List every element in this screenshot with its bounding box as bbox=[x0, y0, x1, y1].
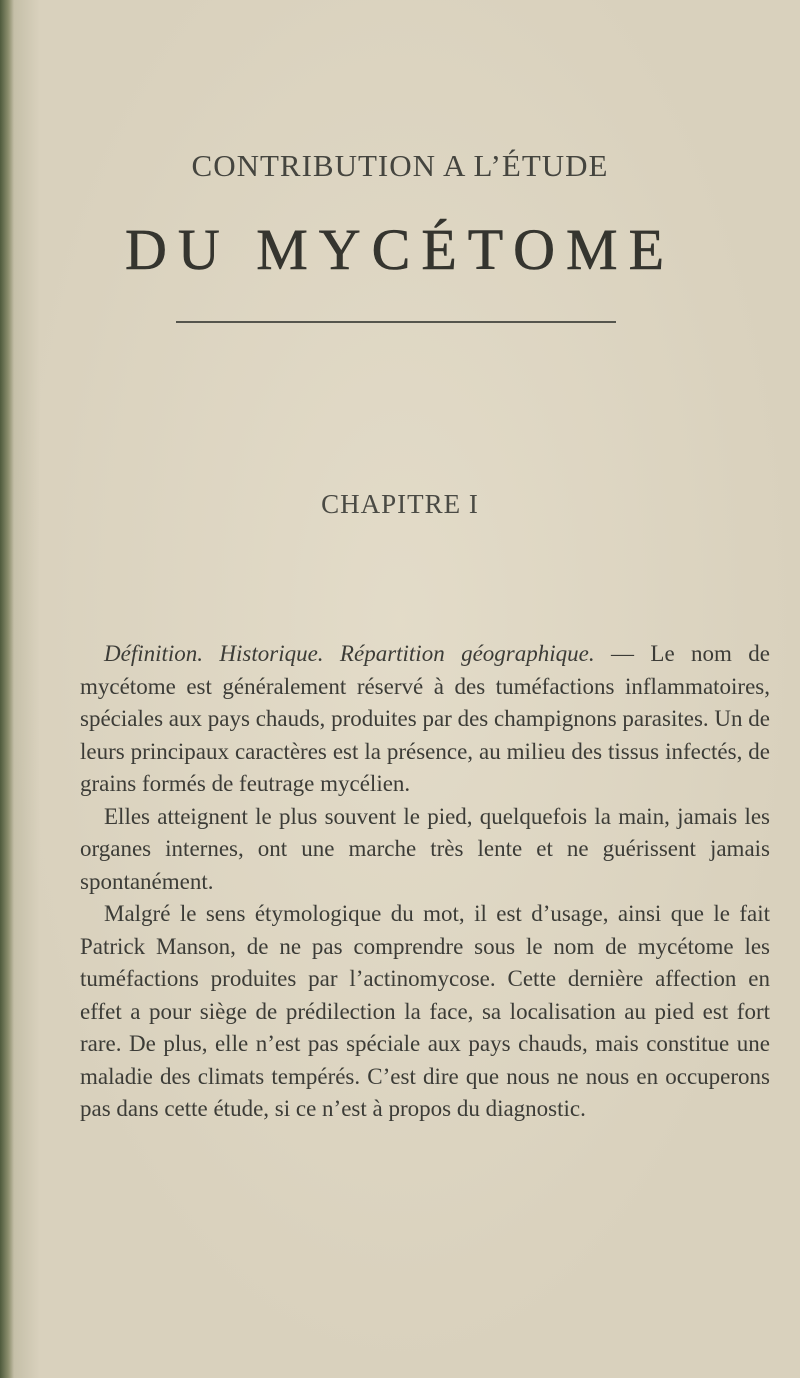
title-line-1: CONTRIBUTION A L’ÉTUDE bbox=[191, 148, 609, 183]
paragraph-1-text: Le nom de mycétome est généralement réservé à des tuméfactions inflammatoires, spéciales aux pays chauds, produites par des champignons parasites. Un de leurs principaux caractères est la présence, au milieu des tissus infectés, de grains formés de feutrage mycélien. bbox=[80, 641, 771, 796]
paragraph-3: Malgré le sens étymologique du mot, il est d’usage, ainsi que le fait Patrick Manson, de ne pas comprendre sous le nom de mycétome les tuméfactions produites par l’actinomycose. Cette dernière affection en effet a pour siège de prédilection la face, sa localisation au pied est fort rare. De plus, elle n’est pas spéciale aux pays chauds, mais constitue une maladie des climats tempérés. C’est dire que nous ne nous en occuperons pas dans cette étude, si ce n’est à propos du diagnostic. bbox=[80, 901, 770, 1121]
section-heading: Définition. Historique. Répartition géographique. bbox=[104, 641, 595, 666]
body-text bbox=[80, 638, 770, 1126]
title-line-2: DU MYCÉTOME bbox=[124, 217, 676, 282]
paragraph-2: Elles atteignent le plus souvent le pied, quelquefois la main, jamais les organes internes, ont une marche très lente et ne guérissent jamais spontanément. bbox=[80, 803, 770, 894]
chapter-heading: CHAPITRE I bbox=[321, 489, 479, 519]
paragraph-1 bbox=[80, 638, 770, 801]
title-divider bbox=[176, 321, 616, 323]
heading-dash: — bbox=[594, 641, 651, 666]
